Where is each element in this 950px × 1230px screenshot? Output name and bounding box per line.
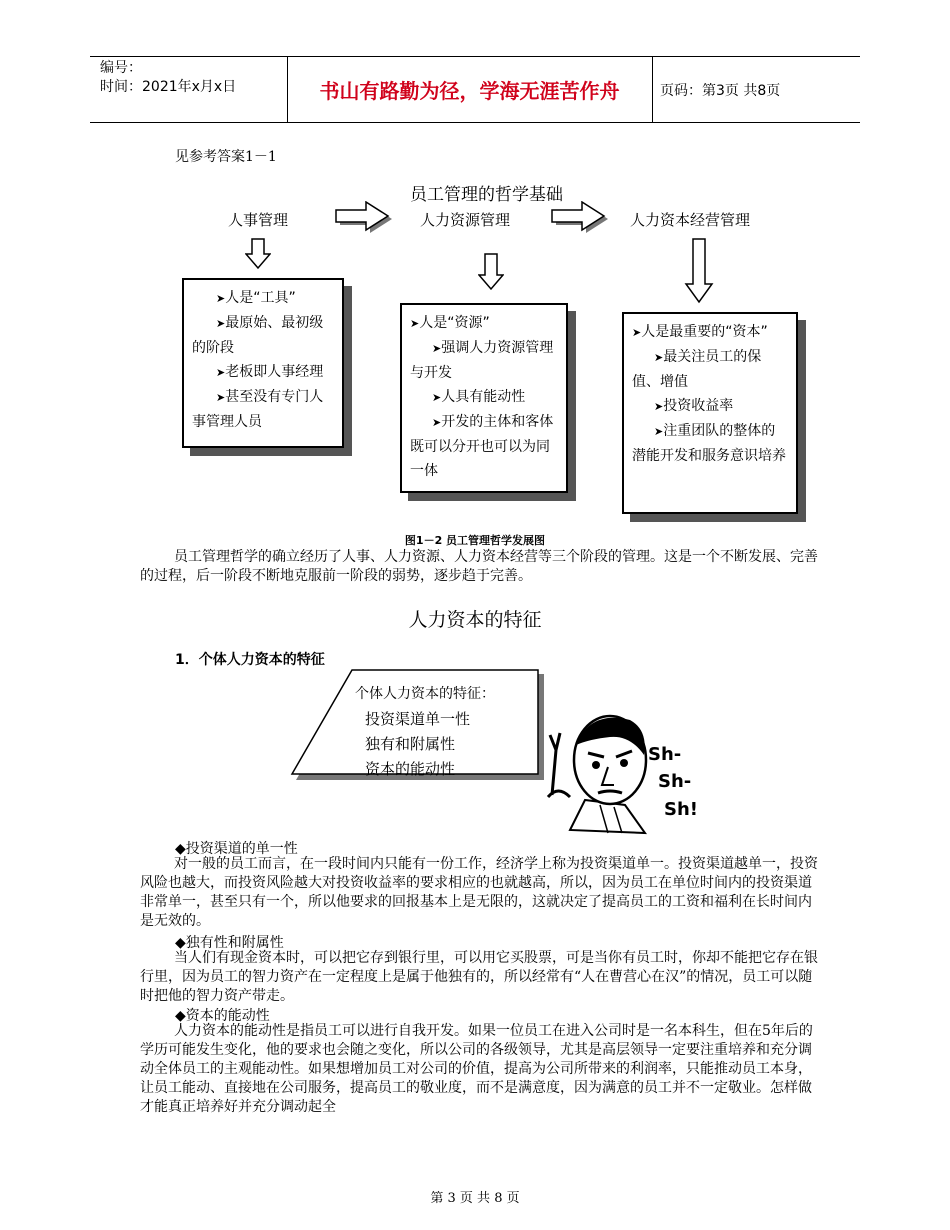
bubble-text-2: Sh- xyxy=(658,771,692,792)
box-item: 强调人力资源管理与开发 xyxy=(410,340,554,381)
stage-human-capital: 人力资本经营管理 xyxy=(630,211,751,229)
stage-box-hr: ➤人是“资源” ➤强调人力资源管理与开发 ➤人具有能动性 ➤开发的主体和客体既可以分开也可以为同一体 xyxy=(400,303,568,493)
box-item: 人是“资源” xyxy=(419,315,490,331)
header-code: 编号： xyxy=(100,60,142,76)
section-heading: 人力资本的特征 xyxy=(408,609,542,631)
intro-paragraph: 员工管理哲学的确立经历了人事、人力资源、人力资本经营等三个阶段的管理。这是一个不断发展、完善的过程，后一阶段不断地克服前一阶段的弱势，逐步趋于完善。 xyxy=(140,549,818,584)
header-meta xyxy=(100,59,236,97)
header-top-rule xyxy=(90,56,860,57)
section-paragraph: 人力资本的能动性是指员工可以进行自我开发。如果一位员工在进入公司时是一名本科生，但在5年后的学历可能发生变化，他的要求也会随之变化，所以公司的各级领导，尤其是高层领导一定要注重培养和充分调动全体员工的主观能动性。如果想增加员工对公司的价值，提高为公司所带来的利润率，只能推动员工本身，让员工能动、直接地在公司服务，提高员工的敬业度，而不是满意度，因为满意的员工并不一定敬业。怎样做才能真正培养好并充分调动起全 xyxy=(140,1023,813,1115)
box-item: 最原始、最初级的阶段 xyxy=(192,315,324,356)
stage-box-human-capital: ➤人是最重要的“资本” ➤最关注员工的保值、增值 ➤投资收益率 ➤注重团队的整体的潜能开发和服务意识培养 xyxy=(622,312,798,514)
box-item: 投资收益率 xyxy=(663,398,734,414)
feature-item: 资本的能动性 xyxy=(365,760,456,778)
box-item: 人是“工具” xyxy=(225,290,296,306)
stage-personnel: 人事管理 xyxy=(228,211,289,229)
box-item: 甚至没有专门人事管理人员 xyxy=(192,389,324,430)
bubble-text: Sh- xyxy=(648,744,682,765)
feature-title: 个体人力资本的特征： xyxy=(355,686,495,702)
sub-heading: 1．个体人力资本的特征 xyxy=(175,652,325,668)
box-item: 老板即人事经理 xyxy=(225,364,324,380)
diagram-title: 员工管理的哲学基础 xyxy=(410,185,563,205)
arrow-right-icon xyxy=(334,201,396,235)
bubble-text-3: Sh! xyxy=(664,799,698,820)
page-footer: 第 3 页 共 8 页 xyxy=(430,1191,520,1206)
box-item: 注重团队的整体的潜能开发和服务意识培养 xyxy=(632,423,786,464)
whispering-man-illustration xyxy=(530,705,710,835)
section-paragraph: 当人们有现金资本时，可以把它存到银行里，可以用它买股票，可是当你有员工时，你却不能把它存在银行里，因为员工的智力资产在一定程度上是属于他独有的，所以经常有“人在曹营心在汉”的情况，员工可以随时把他的智力资产带走。 xyxy=(140,950,818,1004)
box-item: 人具有能动性 xyxy=(441,389,526,405)
section-title: ◆资本的能动性 xyxy=(175,1008,270,1024)
feature-item: 独有和附属性 xyxy=(365,735,456,753)
box-item: 开发的主体和客体既可以分开也可以为同一体 xyxy=(410,414,554,479)
section-title: ◆独有性和附属性 xyxy=(175,935,284,951)
arrow-down-icon xyxy=(684,238,714,304)
header-bottom-rule xyxy=(90,122,860,123)
box-item: 最关注员工的保值、增值 xyxy=(632,349,762,390)
header-motto: 书山有路勤为径，学海无涯苦作舟 xyxy=(319,79,620,103)
header-time: 时间：2021年x月x日 xyxy=(100,79,237,95)
section-title: ◆投资渠道的单一性 xyxy=(175,841,298,857)
box-item: 人是最重要的“资本” xyxy=(641,324,768,340)
arrow-down-icon xyxy=(245,238,271,270)
header-page-number: 页码：第3页 共8页 xyxy=(660,83,781,99)
stage-hr: 人力资源管理 xyxy=(420,211,511,229)
feature-list xyxy=(355,682,495,782)
reference-note: 见参考答案1－1 xyxy=(175,149,277,165)
stage-box-personnel: ➤人是“工具” ➤最原始、最初级的阶段 ➤老板即人事经理 ➤甚至没有专门人事管理人员 xyxy=(182,278,344,448)
section-paragraph: 对一般的员工而言，在一段时间内只能有一份工作，经济学上称为投资渠道单一。投资渠道越单一，投资风险也越大，而投资风险越大对投资收益率的要求相应的也就越高，所以，因为员工在单位时间内的投资渠道非常单一，甚至只有一个，所以他要求的回报基本上是无限的，这就决定了提高员工的工资和福利在长时间内是无效的。 xyxy=(140,856,818,929)
diagram-caption: 图1－2 员工管理哲学发展图 xyxy=(404,534,546,547)
feature-item: 投资渠道单一性 xyxy=(365,710,471,728)
arrow-right-icon xyxy=(550,201,612,235)
header-divider-right xyxy=(652,57,653,122)
arrow-down-icon xyxy=(478,253,504,291)
